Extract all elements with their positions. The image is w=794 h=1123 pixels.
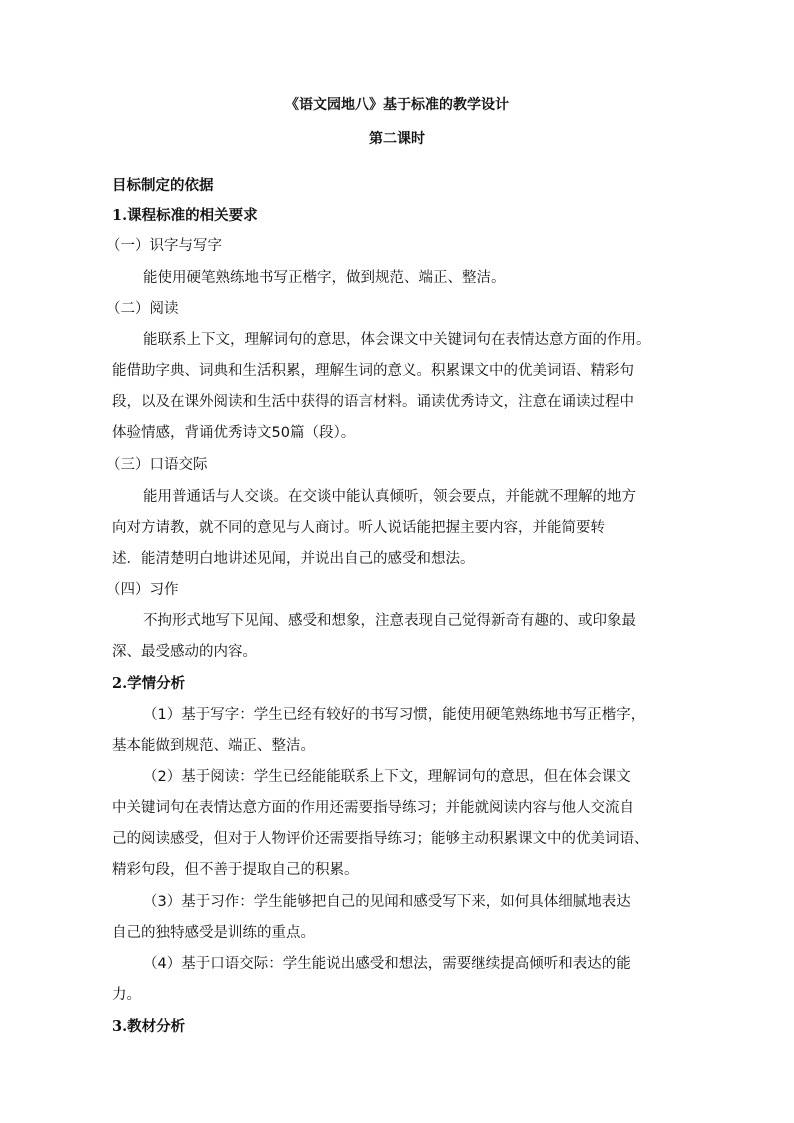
section-heading: 3.教材分析 (112, 1018, 186, 1035)
paragraph-line: （2）基于阅读：学生已经能能联系上下文，理解词句的意思，但在体会课文 (143, 769, 631, 785)
subsection-heading: （三）口语交际 (106, 457, 208, 473)
section-heading: 目标制定的依据 (112, 177, 214, 194)
paragraph-line: 精彩句段，但不善于提取自己的积累。 (112, 862, 359, 878)
paragraph-line: 能使用硬笔熟练地书写正楷字，做到规范、端正、整洁。 (143, 270, 506, 286)
section-heading: 2.学情分析 (112, 675, 186, 692)
paragraph-line: 述．能清楚明白地讲述见闻，并说出自己的感受和想法。 (112, 551, 475, 567)
paragraph-line: 体验情感，背诵优秀诗文50篇（段）。 (112, 425, 356, 441)
paragraph-line: 能借助字典、词典和生活积累，理解生词的意义。积累课文中的优美词语、精彩句 (112, 363, 634, 379)
paragraph-line: 自己的独特感受是训练的重点。 (112, 925, 315, 941)
paragraph-line: 向对方请教，就不同的意见与人商讨。听人说话能把握主要内容，并能简要转 (112, 520, 605, 536)
document-title: 《语文园地八》基于标准的教学设计 (285, 97, 509, 113)
subsection-heading: （四）习作 (106, 582, 179, 598)
document-subtitle: 第二课时 (369, 131, 425, 147)
paragraph-line: 能联系上下文，理解词句的意思，体会课文中关键词句在表情达意方面的作用。 (143, 332, 651, 348)
section-heading: 1.课程标准的相关要求 (112, 207, 258, 224)
subsection-heading: （一）识字与写字 (106, 238, 222, 254)
paragraph-line: 基本能做到规范、端正、整洁。 (112, 738, 315, 754)
paragraph-line: 中关键词句在表情达意方面的作用还需要指导练习；并能就阅读内容与他人交流自 (112, 800, 634, 816)
paragraph-line: 深、最受感动的内容。 (112, 644, 257, 660)
paragraph-line: （1）基于写字：学生已经有较好的书写习惯，能使用硬笔熟练地书写正楷字， (143, 707, 646, 723)
paragraph-line: 己的阅读感受，但对于人物评价还需要指导练习；能够主动积累课文中的优美词语、 (112, 831, 649, 847)
paragraph-line: 不拘形式地写下见闻、感受和想象，注意表现自己觉得新奇有趣的、或印象最 (143, 613, 636, 629)
paragraph-line: 能用普通话与人交谈。在交谈中能认真倾听，领会要点，并能就不理解的地方 (143, 489, 636, 505)
subsection-heading: （二）阅读 (106, 301, 179, 317)
paragraph-line: 力。 (112, 987, 141, 1003)
paragraph-line: （4）基于口语交际：学生能说出感受和想法，需要继续提高倾听和表达的能 (143, 956, 631, 972)
paragraph-line: 段，以及在课外阅读和生活中获得的语言材料。诵读优秀诗文，注意在诵读过程中 (112, 394, 634, 410)
paragraph-line: （3）基于习作：学生能够把自己的见闻和感受写下来，如何具体细腻地表达 (143, 894, 631, 910)
